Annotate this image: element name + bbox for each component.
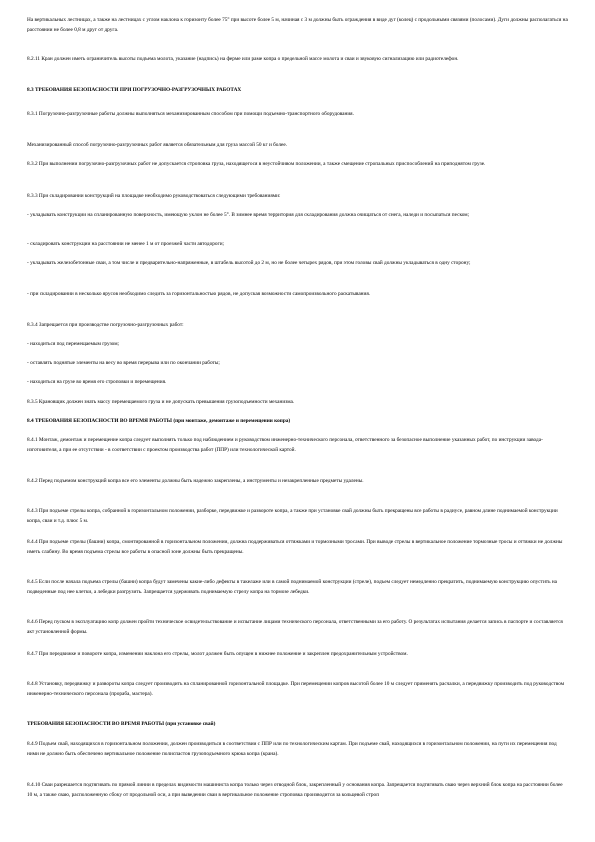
paragraph-8-4-7: 8.4.7 При передвижке и повороте копра, изменении наклона его стрелы, молот должен быть опущен в нижнее положение и закреплен предохранительным устройством. (27, 651, 408, 657)
list-item-suspended-elements: - оставлять поднятые элементы на весу во время перерыва или по окончании работы; (27, 360, 220, 366)
paragraph-8-3-1: 8.3.1 Погрузочно-разгрузочные работы должны выполняться механизированным способом при помощи подъемно-транспортного оборудования. (27, 111, 354, 117)
paragraph-8-4-10: 8.4.10 Сваи разрешается подтягивать по прямой линии в пределах видимости машиниста копра только через отводной блок, закрепленный у основания копра. Запрещается подтягивать сваю через верхний блок копра на расстоянии более 10 м, а также сваю, расположенную сбоку от продольной оси, а при выведении сваи в вертикальное положение строповка производится за кольцевой строп (27, 782, 563, 798)
paragraph-8-4-1: 8.4.1 Монтаж, демонтаж и перемещение копра следует выполнять только под наблюдением и руководством инженерно-технического персонала, ответственного за безопасное выполнение указанных работ, по инструкции завода-изготовителя, а при ее отсутствии - в соответствии с проектом производства работ (ППР) или технологической картой. (27, 437, 543, 453)
list-item-flat-surface: - укладывать конструкции на спланированную поверхность, имеющую уклон не более 5°. В зимнее время территория для складирования должна очищаться от снега, наледи и посыпаться песком; (27, 212, 470, 218)
paragraph-8-4-8: 8.4.8 Установку, передвижку и развороты копра следует производить на спланированной горизонтальной площадке. При перемещении копров высотой более 10 м следует применять расчалки, а передвижку производить под руководством инженерно-технического персонала (прораба, мастера). (27, 681, 565, 697)
heading-8-3: 8.3 ТРЕБОВАНИЯ БЕЗОПАСНОСТИ ПРИ ПОГРУЗОЧНО-РАЗГРУЗОЧНЫХ РАБОТАХ (27, 87, 242, 93)
list-item-under-load: - находиться под перемещаемым грузом; (27, 341, 120, 347)
list-item-road-distance: - складировать конструкции на расстоянии не менее 1 м от проезжей части автодороги; (27, 241, 225, 247)
paragraph-8-4-5: 8.4.5 Если после начала подъема стрелы (башни) копра будут замечены какие-либо дефекты в такелаже или в самой поднимаемой конструкции (стреле), подъем следует немедленно прекратить, поднимаемую конструкцию опустить на подведенные под нее клетки, а лебедки разгрузить. Запрещается удерживать поднимаемую стрелу копра на тормозе лебедки. (27, 579, 558, 595)
paragraph-8-3-2: 8.3.2 При выполнении погрузочно-разгрузочных работ не допускается строповка груза, находящегося в неустойчивом положении, а также смещение стропальных приспособлений на приподнятом грузе. (27, 161, 486, 167)
paragraph-8-4-6: 8.4.6 Перед пуском в эксплуатацию копр должен пройти техническое освидетельствование и испытание лицами технического персонала, ответственными за его работу. О результатах испытания делается запись в паспорте и составляется акт установленной формы. (27, 619, 563, 635)
paragraph-ladder-guards: На вертикальных лестницах, а также на лестницах с углом наклона к горизонту более 75° при высоте более 5 м, начиная с 3 м должны быть ограждения в виде дуг (колец) с продольными связями (полосами). Дуги должны располагаться на расстоянии не более 0,8 м друг от друга. (27, 17, 568, 33)
paragraph-8-3-3: 8.3.3 При складировании конструкций на площадке необходимо руководствоваться следующими требованиями: (27, 193, 281, 199)
heading-8-4: 8.4 ТРЕБОВАНИЯ БЕЗОПАСНОСТИ ВО ВРЕМЯ РАБОТЫ (при монтаже, демонтаже и перемещении копра) (27, 418, 291, 424)
paragraph-8-2-11: 8.2.11 Кран должен иметь ограничитель высоты подъема молота, указание (надпись) на ферме или раме копра о предельной массе молота и сваи и звуковую сигнализацию или радиотелефон. (27, 56, 459, 62)
paragraph-8-3-4: 8.3.4 Запрещается при производстве погрузочно-разгрузочных работ: (27, 322, 184, 328)
list-item-pile-stacks: - укладывать железобетонные сваи, а том числе и предварительно-напряженные, в штабель высотой до 2 м, но не более четырех рядов, при этом головы свай должны укладываться в одну сторону; (27, 260, 471, 266)
heading-pile-installation: ТРЕБОВАНИЯ БЕЗОПАСНОСТИ ВО ВРЕМЯ РАБОТЫ (при установке свай) (27, 721, 216, 727)
paragraph-8-3-5: 8.3.5 Крановщик должен знать массу перемещаемого груза и не допускать превышения грузоподъемности механизма. (27, 399, 295, 405)
paragraph-mechanized-method: Механизированный способ погрузочно-разгрузочных работ является обязательным для груза массой 50 кг и более. (27, 142, 288, 148)
paragraph-8-4-3: 8.4.3 При подъеме стрелы копра, собранной в горизонтальном положении, разборке, передвижке и развороте копра, а также при установке свай должны быть прекращены все работы в радиусе, равном длине поднимаемой конструкции копра, сваи и т.д. плюс 5 м. (27, 508, 558, 524)
list-item-on-load: - находиться на грузе во время его строповки и перемещения. (27, 379, 167, 385)
paragraph-8-4-4: 8.4.4 При подъеме стрелы (башни) копра, смонтированной в горизонтальном положении, должна поддерживаться оттяжками и тормозными тросами. При выводе стрелы в вертикальное положение тормозные тросы и оттяжки не должны иметь слабину. Во время подъема стрелы все работы в опасной зоне должны быть прекращены. (27, 539, 563, 555)
list-item-multi-tier: - при складировании в несколько ярусов необходимо следить за горизонтальностью рядов, не допуская возможности самопроизвольного раскатывания. (27, 291, 371, 297)
paragraph-8-4-9: 8.4.9 Подъем свай, находящихся в горизонтальном положении, должен производиться в соответствии с ППР или по технологическим картам. При подъеме свай, находящихся в горизонтальном положении, на пути их перемещения под ними не должно быть обеспечено вертикальное положение полиспастов грузоподъемного крюка копра (крана). (27, 741, 557, 757)
paragraph-8-4-2: 8.4.2 Перед подъемом конструкций копра все его элементы должны быть надежно закреплены, а инструменты и незакрепленные предметы удалены. (27, 478, 364, 484)
